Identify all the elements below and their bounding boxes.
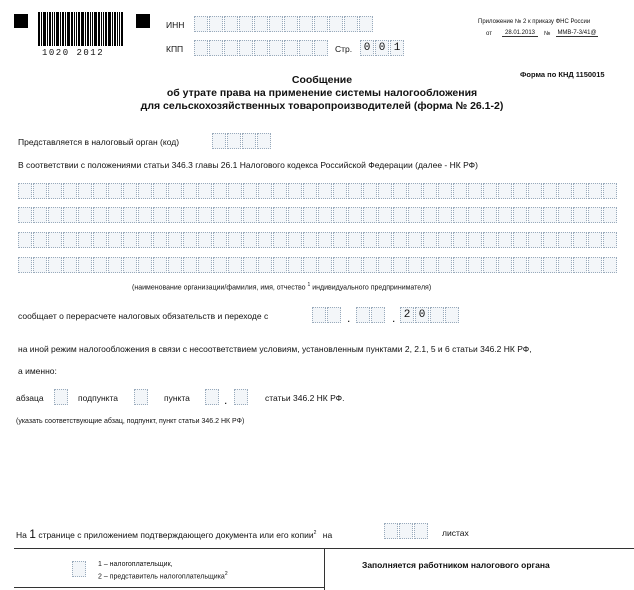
name-cell[interactable] <box>213 257 227 273</box>
name-cell[interactable] <box>408 257 422 273</box>
name-cell[interactable] <box>588 207 602 223</box>
name-cell[interactable] <box>438 207 452 223</box>
tax-authority-label: Представляется в налоговый орган (код) <box>18 137 180 147</box>
name-cell[interactable] <box>408 183 422 199</box>
date-month-field[interactable] <box>356 307 386 323</box>
kpp-field[interactable] <box>194 40 329 56</box>
name-cell[interactable] <box>603 183 617 199</box>
name-cell[interactable] <box>273 232 287 248</box>
name-cell[interactable] <box>138 232 152 248</box>
name-cell[interactable] <box>48 257 62 273</box>
name-cell[interactable] <box>138 207 152 223</box>
name-cell[interactable] <box>558 232 572 248</box>
name-cell[interactable] <box>18 232 32 248</box>
footer-divider <box>324 548 325 590</box>
date-year-field[interactable] <box>400 307 460 323</box>
name-cell[interactable] <box>363 183 377 199</box>
name-cell[interactable] <box>78 232 92 248</box>
name-cell[interactable] <box>183 232 197 248</box>
name-cell[interactable] <box>123 257 137 273</box>
name-cell[interactable] <box>228 232 242 248</box>
officer-heading: Заполняется работником налогового органа <box>362 560 550 570</box>
name-cell[interactable] <box>168 183 182 199</box>
name-cell[interactable] <box>498 232 512 248</box>
name-cell[interactable] <box>318 183 332 199</box>
name-cell[interactable] <box>153 232 167 248</box>
name-cell[interactable] <box>588 257 602 273</box>
name-cell[interactable] <box>318 207 332 223</box>
name-cell[interactable] <box>138 183 152 199</box>
name-cell[interactable] <box>393 257 407 273</box>
name-cell[interactable] <box>363 232 377 248</box>
name-cell[interactable] <box>558 207 572 223</box>
recalc-text: сообщает о перерасчете налоговых обязательств и переходе с <box>18 311 269 321</box>
name-cell[interactable] <box>48 232 62 248</box>
name-cell[interactable] <box>228 257 242 273</box>
name-cell[interactable] <box>378 183 392 199</box>
paragraph-field[interactable] <box>54 389 69 405</box>
clause-field[interactable] <box>205 389 220 405</box>
name-cell[interactable] <box>483 257 497 273</box>
organization-name-row-2[interactable] <box>18 207 618 223</box>
name-cell[interactable] <box>258 207 272 223</box>
name-cell[interactable] <box>228 207 242 223</box>
pages-line: На 1 странице с приложением подтверждающего документа или его копии$^2$ на <box>16 527 333 541</box>
name-cell[interactable] <box>468 232 482 248</box>
name-cell[interactable] <box>63 183 77 199</box>
organization-name-row-4[interactable] <box>18 257 618 273</box>
name-cell[interactable] <box>348 183 362 199</box>
name-cell[interactable] <box>273 207 287 223</box>
name-cell[interactable] <box>228 183 242 199</box>
name-cell[interactable] <box>543 183 557 199</box>
name-cell[interactable] <box>588 183 602 199</box>
name-cell[interactable] <box>18 207 32 223</box>
name-cell[interactable] <box>573 183 587 199</box>
name-cell[interactable] <box>513 183 527 199</box>
name-cell[interactable] <box>243 257 257 273</box>
name-cell[interactable] <box>63 232 77 248</box>
name-cell[interactable] <box>288 207 302 223</box>
name-cell[interactable] <box>63 257 77 273</box>
name-cell[interactable] <box>63 207 77 223</box>
name-cell[interactable] <box>258 257 272 273</box>
name-cell[interactable] <box>168 232 182 248</box>
name-cell[interactable] <box>243 183 257 199</box>
name-cell[interactable] <box>318 257 332 273</box>
page-digit: 0 <box>360 40 374 56</box>
name-cell[interactable] <box>48 207 62 223</box>
name-cell[interactable] <box>108 207 122 223</box>
title-line1: Сообщение <box>291 74 353 86</box>
name-cell[interactable] <box>198 257 212 273</box>
name-cell[interactable] <box>453 257 467 273</box>
name-cell[interactable] <box>378 207 392 223</box>
name-cell[interactable] <box>108 232 122 248</box>
name-cell[interactable] <box>348 232 362 248</box>
name-cell[interactable] <box>588 232 602 248</box>
name-cell[interactable] <box>423 257 437 273</box>
corner-marker-right <box>136 14 150 28</box>
name-cell[interactable] <box>273 257 287 273</box>
subclause-field[interactable] <box>134 389 149 405</box>
name-cell[interactable] <box>378 232 392 248</box>
name-cell[interactable] <box>198 232 212 248</box>
name-cell[interactable] <box>483 232 497 248</box>
name-cell[interactable] <box>258 183 272 199</box>
name-cell[interactable] <box>558 183 572 199</box>
name-cell[interactable] <box>273 183 287 199</box>
name-cell[interactable] <box>78 183 92 199</box>
name-cell[interactable] <box>78 257 92 273</box>
article-label: статьи 346.2 НК РФ. <box>265 393 345 403</box>
sheets-count-field[interactable] <box>384 523 429 539</box>
annex-date: 28.01.2013 <box>502 30 538 37</box>
name-cell[interactable] <box>408 207 422 223</box>
annex-line1: Приложение № 2 к приказу ФНС России <box>478 19 591 25</box>
name-cell[interactable] <box>153 183 167 199</box>
organization-name-row-3[interactable] <box>18 232 618 248</box>
name-cell[interactable] <box>138 257 152 273</box>
name-cell[interactable] <box>468 257 482 273</box>
name-cell[interactable] <box>453 183 467 199</box>
name-cell[interactable] <box>363 257 377 273</box>
name-cell[interactable] <box>573 207 587 223</box>
name-cell[interactable] <box>603 257 617 273</box>
name-cell[interactable] <box>288 183 302 199</box>
name-cell[interactable] <box>108 183 122 199</box>
name-cell[interactable] <box>438 257 452 273</box>
name-cell[interactable] <box>288 257 302 273</box>
name-cell[interactable] <box>168 207 182 223</box>
name-cell[interactable] <box>123 232 137 248</box>
sheets-label: листах <box>442 528 469 538</box>
page-label: Стр. <box>335 44 353 54</box>
name-cell[interactable] <box>213 207 227 223</box>
name-cell[interactable] <box>603 207 617 223</box>
name-cell[interactable] <box>423 207 437 223</box>
name-cell[interactable] <box>243 232 257 248</box>
name-cell[interactable] <box>258 232 272 248</box>
name-cell[interactable] <box>153 257 167 273</box>
regime-text: на иной режим налогообложения в связи с несоответствием условиям, установленным пунктами 2, 2.1, 5 и 6 статьи 346.2 НК РФ, <box>18 344 532 354</box>
kpp-label: КПП <box>166 44 184 54</box>
name-cell[interactable] <box>183 257 197 273</box>
name-cell[interactable] <box>198 207 212 223</box>
name-cell[interactable] <box>393 207 407 223</box>
name-cell[interactable] <box>513 257 527 273</box>
name-cell[interactable] <box>183 183 197 199</box>
name-cell[interactable] <box>168 257 182 273</box>
page-number-field[interactable] <box>360 40 405 56</box>
name-cell[interactable] <box>573 257 587 273</box>
name-cell[interactable] <box>183 207 197 223</box>
name-cell[interactable] <box>438 183 452 199</box>
page-digit: 0 <box>375 40 389 56</box>
name-cell[interactable] <box>528 232 542 248</box>
name-cell[interactable] <box>33 257 47 273</box>
name-cell[interactable] <box>483 207 497 223</box>
pages-number: 1 <box>29 527 36 541</box>
name-cell[interactable] <box>333 183 347 199</box>
corner-marker-left <box>14 14 28 28</box>
name-cell[interactable] <box>393 183 407 199</box>
name-cell[interactable] <box>93 232 107 248</box>
barcode <box>38 12 126 46</box>
name-cell[interactable] <box>483 183 497 199</box>
name-cell[interactable] <box>33 183 47 199</box>
name-cell[interactable] <box>558 257 572 273</box>
year-digit: 0 <box>415 307 429 323</box>
name-cell[interactable] <box>78 207 92 223</box>
subclause-label: подпункта <box>78 393 118 403</box>
name-cell[interactable] <box>243 207 257 223</box>
name-cell[interactable] <box>513 232 527 248</box>
accordance-text: В соответствии с положениями статьи 346.3 главы 26.1 Налогового кодекса Российской Федерации (далее - НК РФ) <box>18 160 478 170</box>
name-cell[interactable] <box>393 232 407 248</box>
name-cell[interactable] <box>18 183 32 199</box>
name-cell[interactable] <box>18 257 32 273</box>
name-cell[interactable] <box>438 232 452 248</box>
name-cell[interactable] <box>333 207 347 223</box>
name-cell[interactable] <box>513 207 527 223</box>
signer-option-2: 2 – представитель налогоплательщика$^2$ <box>98 571 228 581</box>
name-cell[interactable] <box>543 257 557 273</box>
name-cell[interactable] <box>318 232 332 248</box>
year-digit: 2 <box>400 307 414 323</box>
name-cell[interactable] <box>543 232 557 248</box>
name-cell[interactable] <box>528 183 542 199</box>
name-cell[interactable] <box>93 183 107 199</box>
name-cell[interactable] <box>498 257 512 273</box>
name-caption: (наименование организации/фамилия, имя, отчество $^1$ индивидуального предпринимателя) <box>132 282 432 292</box>
annex-number: ММВ-7-3/41@ <box>557 30 597 36</box>
name-cell[interactable] <box>303 232 317 248</box>
inn-label: ИНН <box>166 20 185 30</box>
name-cell[interactable] <box>33 232 47 248</box>
name-cell[interactable] <box>93 257 107 273</box>
date-day-field[interactable] <box>312 307 342 323</box>
name-cell[interactable] <box>288 232 302 248</box>
name-cell[interactable] <box>333 232 347 248</box>
inn-field[interactable] <box>194 16 374 32</box>
paragraph-label: абзаца <box>16 393 44 403</box>
form-code: Форма по КНД 1150015 <box>520 70 605 79</box>
name-cell[interactable] <box>498 183 512 199</box>
name-cell[interactable] <box>528 257 542 273</box>
namely-text: а именно: <box>18 366 57 376</box>
title-line3: для сельскохозяйственных товаропроизводителей (форма № 26.1-2) <box>140 100 504 112</box>
name-cell[interactable] <box>378 257 392 273</box>
name-cell[interactable] <box>423 232 437 248</box>
annex-no: № <box>544 31 551 37</box>
name-cell[interactable] <box>123 207 137 223</box>
clause-dot: . <box>224 393 228 407</box>
name-cell[interactable] <box>303 207 317 223</box>
name-cell[interactable] <box>48 183 62 199</box>
name-cell[interactable] <box>333 257 347 273</box>
name-cell[interactable] <box>363 207 377 223</box>
name-cell[interactable] <box>303 183 317 199</box>
name-cell[interactable] <box>303 257 317 273</box>
name-cell[interactable] <box>198 183 212 199</box>
name-cell[interactable] <box>543 207 557 223</box>
signer-type-field[interactable] <box>72 561 87 577</box>
name-cell[interactable] <box>33 207 47 223</box>
name-cell[interactable] <box>453 207 467 223</box>
footer-left-rule <box>14 587 324 588</box>
name-cell[interactable] <box>213 183 227 199</box>
page-digit: 1 <box>390 40 404 56</box>
tax-authority-code-field[interactable] <box>212 133 272 149</box>
title-line2: об утрате права на применение системы налогообложения <box>166 87 478 99</box>
name-cell[interactable] <box>213 232 227 248</box>
name-cell[interactable] <box>603 232 617 248</box>
name-cell[interactable] <box>348 207 362 223</box>
specify-caption: (указать соответствующие абзац, подпункт, пункт статьи 346.2 НК РФ) <box>16 418 245 425</box>
name-cell[interactable] <box>423 183 437 199</box>
name-cell[interactable] <box>93 207 107 223</box>
annex-from: от <box>486 31 492 37</box>
name-cell[interactable] <box>573 232 587 248</box>
name-cell[interactable] <box>123 183 137 199</box>
organization-name-row-1[interactable] <box>18 183 618 199</box>
signer-option-1: 1 – налогоплательщик, <box>98 561 173 568</box>
date-dot: . <box>392 311 396 325</box>
name-cell[interactable] <box>528 207 542 223</box>
date-dot: . <box>347 311 351 325</box>
name-cell[interactable] <box>468 207 482 223</box>
name-cell[interactable] <box>468 183 482 199</box>
name-cell[interactable] <box>453 232 467 248</box>
name-cell[interactable] <box>348 257 362 273</box>
name-cell[interactable] <box>408 232 422 248</box>
clause-label: пункта <box>164 393 190 403</box>
clause-subfield[interactable] <box>234 389 249 405</box>
barcode-number: 1020 2012 <box>42 48 105 58</box>
name-cell[interactable] <box>108 257 122 273</box>
name-cell[interactable] <box>498 207 512 223</box>
name-cell[interactable] <box>153 207 167 223</box>
